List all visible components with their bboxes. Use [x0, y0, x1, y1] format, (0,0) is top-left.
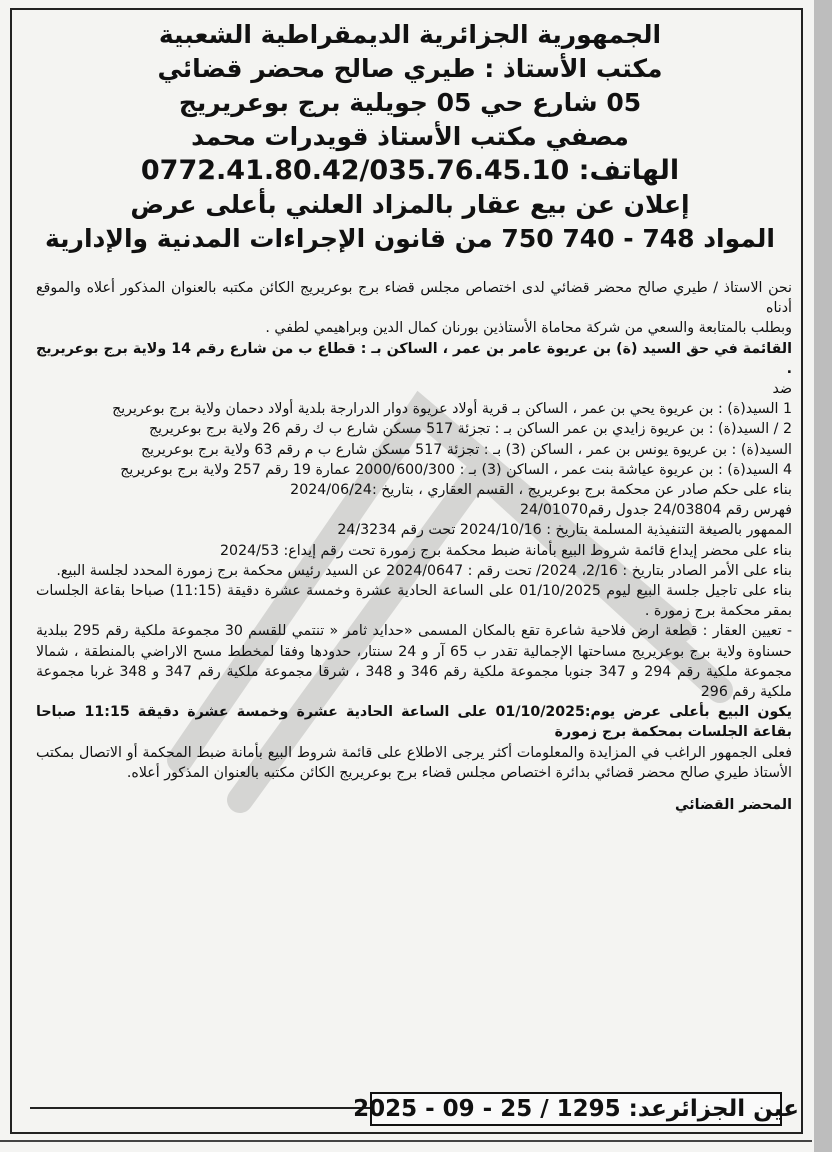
sale-paragraph: يكون البيع بأعلى عرض يوم:01/10/2025 على الساعة الحادية عشرة وخمسة عشرة دقيقة 11:15 صباحا بقاعة الجلسات بمحكمة برج زمورة — [36, 704, 792, 741]
public-paragraph: فعلى الجمهور الراغب في المزايدة والمعلومات أكثر يرجى الاطلاع على قائمة شروط البيع بأمانة ضبط المحكمة أو الاتصال بمكتب الأستاذ طيري صالح محضر قضائي بدائرة اختصاص مجلس قضاء برج بوعريريج الكائن مكتبه بالعنوان المذكور أعلاه. — [36, 744, 792, 781]
announcement-title: إعلان عن بيع عقار بالمزاد العلني بأعلى عرض — [130, 190, 690, 219]
postponement-paragraph: بناء على تاجيل جلسة البيع ليوم 01/10/2025 على الساعة الحادية عشرة وخمسة عشرة دقيقة (11:15) صباحا بقاعة الجلسات بمقر محكمة برج زمورة . — [36, 583, 792, 620]
republic-title: الجمهورية الجزائرية الديمقراطية الشعبية — [158, 20, 662, 49]
defendant-2: 2 / السيد(ة) : بن عريوة زايدي بن عمر الساكن بـ : تجزئة 517 مسكن شارع ب ك رقم 26 ولاية برج بوعريريج — [148, 421, 792, 438]
deposit-paragraph: بناء على محضر إيداع قائمة شروط البيع بأمانة ضبط محكمة برج زمورة تحت رقم إيداع: 2024/53 — [220, 542, 792, 559]
order-paragraph: بناء على الأمر الصادر بتاريخ : 2/16، 2024/ تحت رقم : 2024/0647 عن السيد رئيس محكمة برج زمورة المحدد لجلسة البيع. — [56, 562, 792, 579]
defendant-4: 4 السيد(ة) : بن عريوة عياشة بنت عمر ، الساكن (3) بـ : 2000/600/300 عمارة 19 رقم 257 ولاية برج بوعريريج — [120, 461, 792, 478]
claimant-paragraph: القائمة في حق السيد (ة) بن عريوة عامر بن عمر ، الساكن بـ : قطاع ب من شارع رقم 14 ولاية برج بوعريريج . — [36, 340, 792, 377]
legal-articles: المواد 748 - 740 750 من قانون الإجراءات المدنية والإدارية — [45, 224, 775, 253]
defendant-1: 1 السيد(ة) : بن عريوة يحي بن عمر ، الساكن بـ قرية أولاد عريوة دوار الدرارجة بلدية أولاد دحمان ولاية برج بوعريريج — [112, 401, 792, 418]
property-paragraph: - تعيين العقار : قطعة ارض فلاحية شاعرة تقع بالمكان المسمى «حدايد ثامر « تنتمي للقسم 30 مجموعة ملكية رقم 295 ببلدية حسناوة ولاية برج بوعريريج مساحتها الإجمالية تقدر ب 65 آر و 24 سنتار، حدودها وفقا لمخطط مسح الاراضي بالمنطقة ، شمالا مجموعة ملكية رقم 294 و 347 جنوبا مجموعة ملكية رقم 346 و 348 ، شرقا مجموعة ملكية رقم 347 و 348 غربا مجموعة ملكية رقم 296 — [36, 623, 792, 701]
executory-paragraph: الممهور بالصيغة التنفيذية المسلمة بتاريخ : 2024/10/16 تحت رقم 24/3234 — [337, 522, 792, 539]
office-address: 05 شارع حي 05 جويلية برج بوعريريج — [178, 88, 642, 117]
signature: المحضر القضائي — [674, 797, 792, 814]
judgment-paragraph: بناء على حكم صادر عن محكمة برج بوعريريج ، القسم العقاري ، بتاريخ :2024/06/24 — [290, 482, 792, 499]
publication-reference: عين الجزائرعد: 1295 / 25 - 09 - 2025 — [370, 1092, 782, 1126]
phone-line: الهاتف: 0772.41.80.42/035.76.45.10 — [140, 155, 680, 186]
index-paragraph: فهرس رقم 24/03804 جدول رقم24/01070 — [520, 502, 792, 519]
footer-rule — [30, 1107, 370, 1109]
defendant-3: السيد(ة) : بن عريوة يونس بن عمر ، الساكن (3) بـ : تجزئة 517 مسكن شارع ب م رقم 63 ولاية برج بوعريريج — [140, 441, 792, 458]
request-paragraph: وبطلب بالمتابعة والسعي من شركة محاماة الأستاذين بورنان كمال الدين وبراهيمي لطفي . — [265, 320, 792, 337]
announcement-body — [36, 278, 792, 815]
office-name: مكتب الأستاذ : طيري صالح محضر قضائي — [157, 54, 663, 83]
liquidator-line: مصفي مكتب الأستاذ قويدرات محمد — [191, 122, 629, 151]
announcement-header — [30, 18, 790, 256]
against-label: ضد — [772, 381, 792, 398]
bottom-divider — [0, 1140, 812, 1142]
intro-paragraph: نحن الاستاذ / طيري صالح محضر قضائي لدى اختصاص مجلس قضاء برج بوعريريج الكائن مكتبه بالعنوان المذكور أعلاه والموقع أدناه — [36, 280, 792, 317]
page-edge — [814, 0, 832, 1152]
